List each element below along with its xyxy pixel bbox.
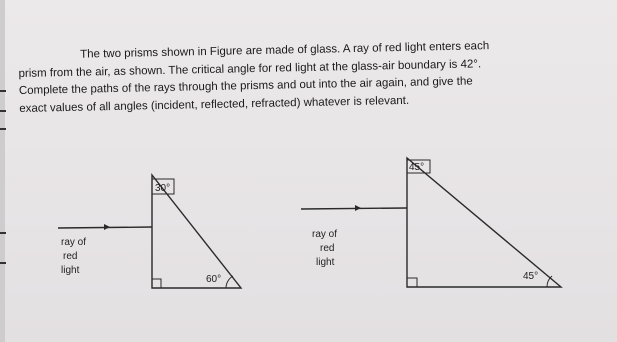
prism-1-right-angle-mark	[152, 279, 161, 288]
prism-1	[58, 175, 241, 288]
prism-1-ray-arrow	[104, 224, 110, 230]
prism-2-triangle	[407, 158, 561, 287]
prism-2-ray-label-2: red	[320, 243, 335, 254]
prism-1-ray-label-2: red	[63, 251, 78, 262]
prism-2-top-angle: 45°	[409, 162, 425, 173]
prism-2-incident-ray	[301, 208, 407, 209]
prism-2-bottom-angle: 45°	[523, 271, 539, 282]
prism-1-top-angle: 30°	[155, 183, 171, 194]
problem-line-4: exact values of all angles (incident, reflected, refracted) whatever is relevant.	[19, 94, 410, 115]
problem-line-3: Complete the paths of the rays through the prisms and out into the air again, and give the	[18, 75, 473, 97]
prism-1-bottom-arc	[226, 276, 233, 288]
prism-2-ray-label-1: ray of	[312, 229, 338, 240]
prism-1-bottom-angle: 60°	[206, 274, 222, 285]
prism-2-ray-arrow	[355, 205, 361, 211]
prism-2-right-angle-mark	[407, 278, 417, 287]
prism-2	[301, 158, 561, 287]
prism-1-ray-label-3: light	[61, 265, 80, 276]
prism-2-ray-label-3: light	[316, 257, 335, 268]
problem-line-1: The two prisms shown in Figure are made of glass. A ray of red light enters each	[80, 40, 490, 61]
problem-line-2: prism from the air, as shown. The critical angle for red light at the glass-air boundary is 42°.	[18, 57, 482, 80]
prism-1-ray-label-1: ray of	[61, 237, 87, 248]
